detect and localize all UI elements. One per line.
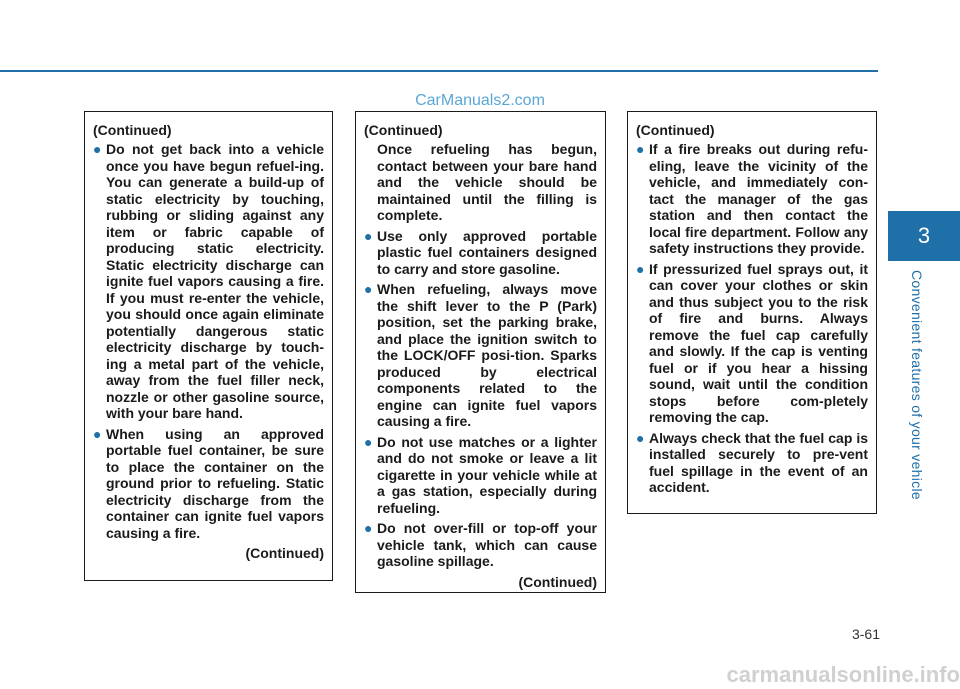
bullet-text: When refueling, always move the shift lever to the P (Park) position, set the parking brake, and place the ignition switch to the LOCK/OFF posi-tion. Sparks produced by electrical components related to the engine can ignite fuel vapors causing a fire.	[377, 281, 597, 429]
bullet-item	[93, 426, 324, 542]
chapter-number-tab: 3	[888, 211, 960, 261]
bullet-text: Do not get back into a vehicle once you have begun refuel-ing. You can generate a build-up of static electricity by touching, rubbing or sliding against any item or fabric capable of producing static electricity. Static electricity discharge can ignite fuel vapors causing a fire. If you must re-enter the vehicle, you should once again eliminate potentially dangerous static electricity discharge by touch-ing a metal part of the vehicle, away from the fuel filler neck, nozzle or other gasoline source, with your bare hand.	[106, 141, 324, 421]
bullet-icon: ●	[93, 141, 102, 157]
bullet-icon: ●	[636, 260, 645, 277]
bullet-item	[364, 281, 597, 430]
watermark-bottom: carmanualsonline.info	[726, 662, 960, 687]
continued-header: (Continued)	[364, 122, 443, 138]
bullet-icon: ●	[93, 425, 102, 442]
bullet-text: When using an approved portable fuel container, be sure to place the container on the ground prior to refueling. Static electricity discharge from the container can ignite fuel vapors causing a fire.	[106, 425, 324, 541]
bullet-text: If a fire breaks out during refu-eling, leave the vicinity of the vehicle, and immediately con-tact the manager of the gas station and then contact the local fire department. Follow any safety instructions they provide.	[649, 141, 868, 256]
bullet-text: Do not over-fill or top-off your vehicle tank, which can cause gasoline spillage.	[377, 520, 597, 569]
bullet-text: Always check that the fuel cap is installed securely to pre-vent fuel spillage in the event of an accident.	[649, 429, 868, 495]
continued-header: (Continued)	[636, 122, 715, 138]
warning-box-2	[355, 111, 606, 593]
continued-footer: (Continued)	[518, 573, 597, 590]
bullet-icon: ●	[636, 429, 645, 446]
bullet-item	[636, 141, 868, 257]
header-rule	[0, 70, 878, 72]
bullet-icon: ●	[364, 520, 373, 536]
continued-footer: (Continued)	[245, 545, 324, 561]
bullet-item	[636, 261, 868, 426]
bullet-text: Do not use matches or a lighter and do not smoke or leave a lit cigarette in your vehicle while at a gas station, especially during refueling.	[377, 433, 597, 516]
bullet-text: If pressurized fuel sprays out, it can cover your clothes or skin and thus subject you to the risk of fire and burns. Always remove the fuel cap carefully and slowly. If the cap is venting fuel or if you hear a hissing sound, wait until the condition stops before com-pletely removing the cap.	[649, 260, 868, 425]
intro-paragraph: Once refueling has begun, contact between your bare hand and the vehicle should be maintained until the filling is complete.	[377, 141, 597, 223]
page-number: 3-61	[851, 626, 880, 642]
bullet-item	[93, 141, 324, 422]
chapter-title: Convenient features of your vehicle	[909, 270, 925, 500]
bullet-item	[364, 520, 597, 570]
bullet-icon: ●	[364, 227, 373, 244]
bullet-item	[636, 430, 868, 496]
bullet-icon: ●	[364, 433, 373, 450]
bullet-item	[364, 228, 597, 278]
bullet-icon: ●	[364, 281, 373, 297]
watermark-top: CarManuals2.com	[415, 92, 545, 109]
warning-box-3	[627, 111, 877, 514]
bullet-item	[364, 434, 597, 517]
continued-header: (Continued)	[93, 122, 172, 138]
warning-box-1	[84, 111, 333, 581]
bullet-icon: ●	[636, 141, 645, 157]
bullet-text: Use only approved portable plastic fuel containers designed to carry and store gasoline.	[377, 227, 597, 277]
